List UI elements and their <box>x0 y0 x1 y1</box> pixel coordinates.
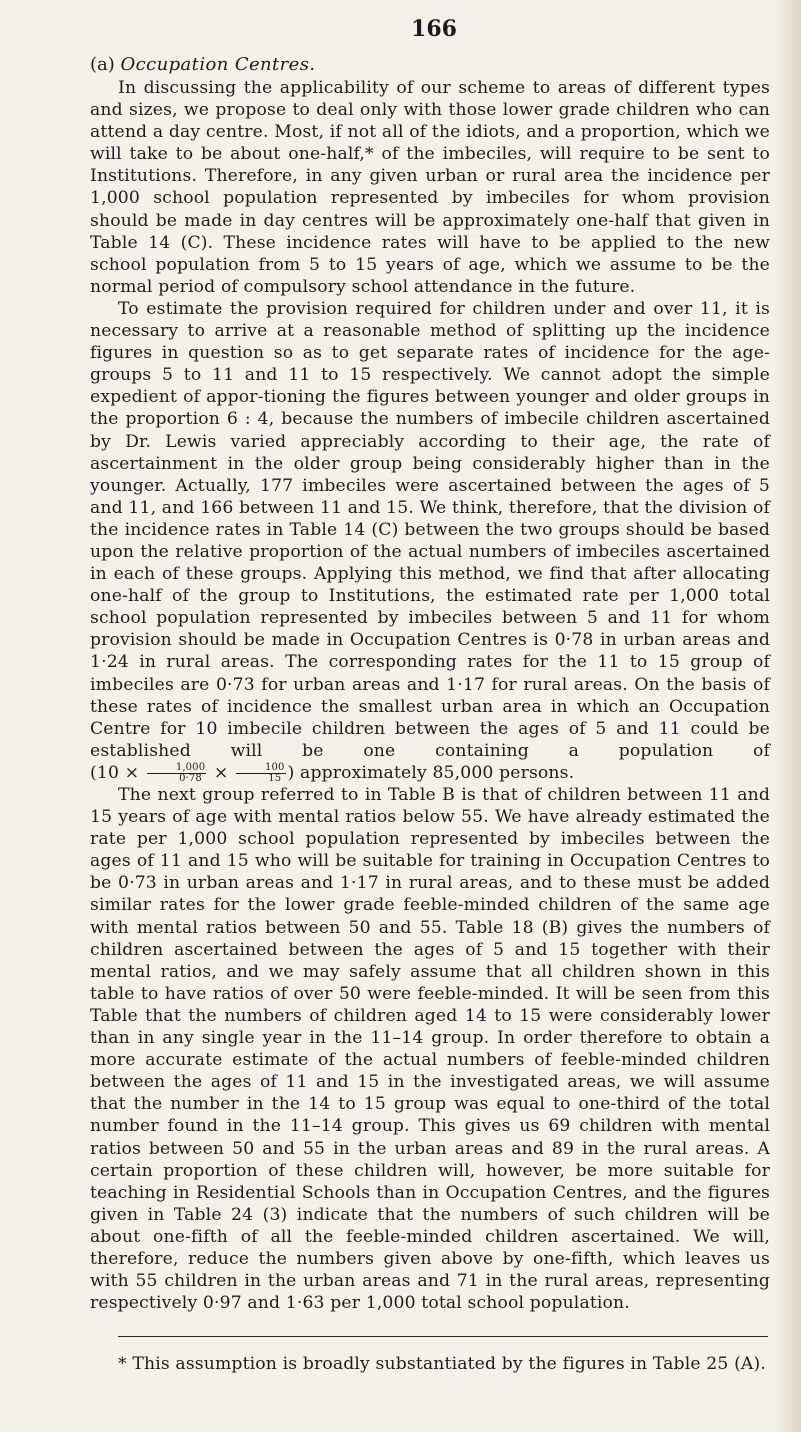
paragraph-2 <box>90 298 770 784</box>
paragraph-3: The next group referred to in Table B is that of children between 11 and 15 years of age with mental ratios below 55. We have already estimated the rate per 1,000 school population represented by imbeciles between the ages of 11 and 15 who will be suitable for training in Occupation Centres to be 0·73 in urban areas and 1·17 in rural areas, and to these must be added similar rates for the lower grade feeble-minded children of the same age with mental ratios between 50 and 55. Table 18 (B) gives the numbers of children ascertained between the ages of 5 and 15 together with their mental ratios, and we may safely assume that all children shown in this table to have ratios of over 50 were feeble-minded. It will be seen from this Table that the numbers of children aged 14 to 15 were considerably lower than in any single year in the 11–14 group. In order therefore to obtain a more accurate estimate of the actual numbers of feeble-minded children between the ages of 11 and 15 in the investigated areas, we will assume that the number in the 14 to 15 group was equal to one-third of the total number found in the 11–14 group. This gives us 69 children with mental ratios between 50 and 55 in the urban areas and 89 in the rural areas. A certain proportion of these children will, however, be more suitable for teaching in Residential Schools than in Occupation Centres, and the figures given in Table 24 (3) indicate that the numbers of such children will be about one-fifth of all the feeble-minded children ascertained. We will, therefore, reduce the numbers given above by one-fifth, which leaves us with 55 children in the urban areas and 71 in the rural areas, representing respectively 0·97 and 1·63 per 1,000 total school population. <box>90 785 770 1314</box>
page-edge-shadow <box>773 0 801 1432</box>
fraction-2-numerator: 100 <box>236 763 286 774</box>
fraction-1 <box>147 763 206 784</box>
fraction-2 <box>236 763 286 784</box>
document-page <box>90 16 770 1375</box>
fraction-1-denominator: 0·78 <box>179 772 202 784</box>
paragraph-2-text: To estimate the provision required for children under and over 11, it is necessary to arrive at a reasonable method of splitting up the incidence figures in question so as to get separate rates of incidence for the age-groups 5 to 11 and 11 to 15 respectively. We cannot adopt the simple expedient of appor-tioning the figures between younger and older groups in the proportion 6 : 4, because the numbers of imbecile children ascertained by Dr. Lewis varied appreciably according to their age, the rate of ascertainment in the older group being considerably higher than in the younger. Actually, 177 imbeciles were ascertained between the ages of 5 and 11, and 166 between 11 and 15. We think, therefore, that the division of the incidence rates in Table 14 (C) between the two groups should be based upon the relative proportion of the actual numbers of imbeciles ascertained in each of these groups. Applying this method, we find that after allocating one-half of the group to Institutions, the estimated rate per 1,000 total school population represented by imbeciles between 5 and 11 for whom provision should be made in Occupation Centres is 0·78 in urban areas and 1·24 in rural areas. The corresponding rates for the 11 to 15 group of imbeciles are 0·73 for urban areas and 1·17 for rural areas. On the basis of these rates of incidence the smallest urban area in which an Occupation Centre for 10 imbecile children between the ages of 5 and 11 could be established will be one containing a population of <box>90 298 770 761</box>
fraction-2-denominator: 15 <box>268 772 282 784</box>
formula-times: × <box>213 762 229 783</box>
section-number: (a) <box>90 54 115 75</box>
formula-close: ) approximately 85,000 persons. <box>287 762 575 783</box>
paragraph-1: In discussing the applicability of our scheme to areas of different types and sizes, we propose to deal only with those lower grade children who can attend a day centre. Most, if not all of the idiots, and a proportion, which we will take to be about one-half,* of the imbeciles, will require to be sent to Institutions. Therefore, in any given urban or rural area the incidence per 1,000 school population represented by imbeciles for whom provision should be made in day centres will be approximately one-half that given in Table 14 (C). These incidence rates will have to be applied to the new school population from 5 to 15 years of age, which we assume to be the normal period of compulsory school attendance in the future. <box>90 78 770 297</box>
formula-open: (10 × <box>90 762 140 783</box>
fraction-1-numerator: 1,000 <box>147 763 206 774</box>
footnote-rule <box>118 1336 768 1337</box>
footnote: * This assumption is broadly substantiated by the figures in Table 25 (A). <box>118 1354 766 1375</box>
page-number: 166 <box>411 16 457 42</box>
section-heading <box>90 54 770 75</box>
population-formula <box>90 763 574 783</box>
section-title: Occupation Centres. <box>120 54 316 75</box>
